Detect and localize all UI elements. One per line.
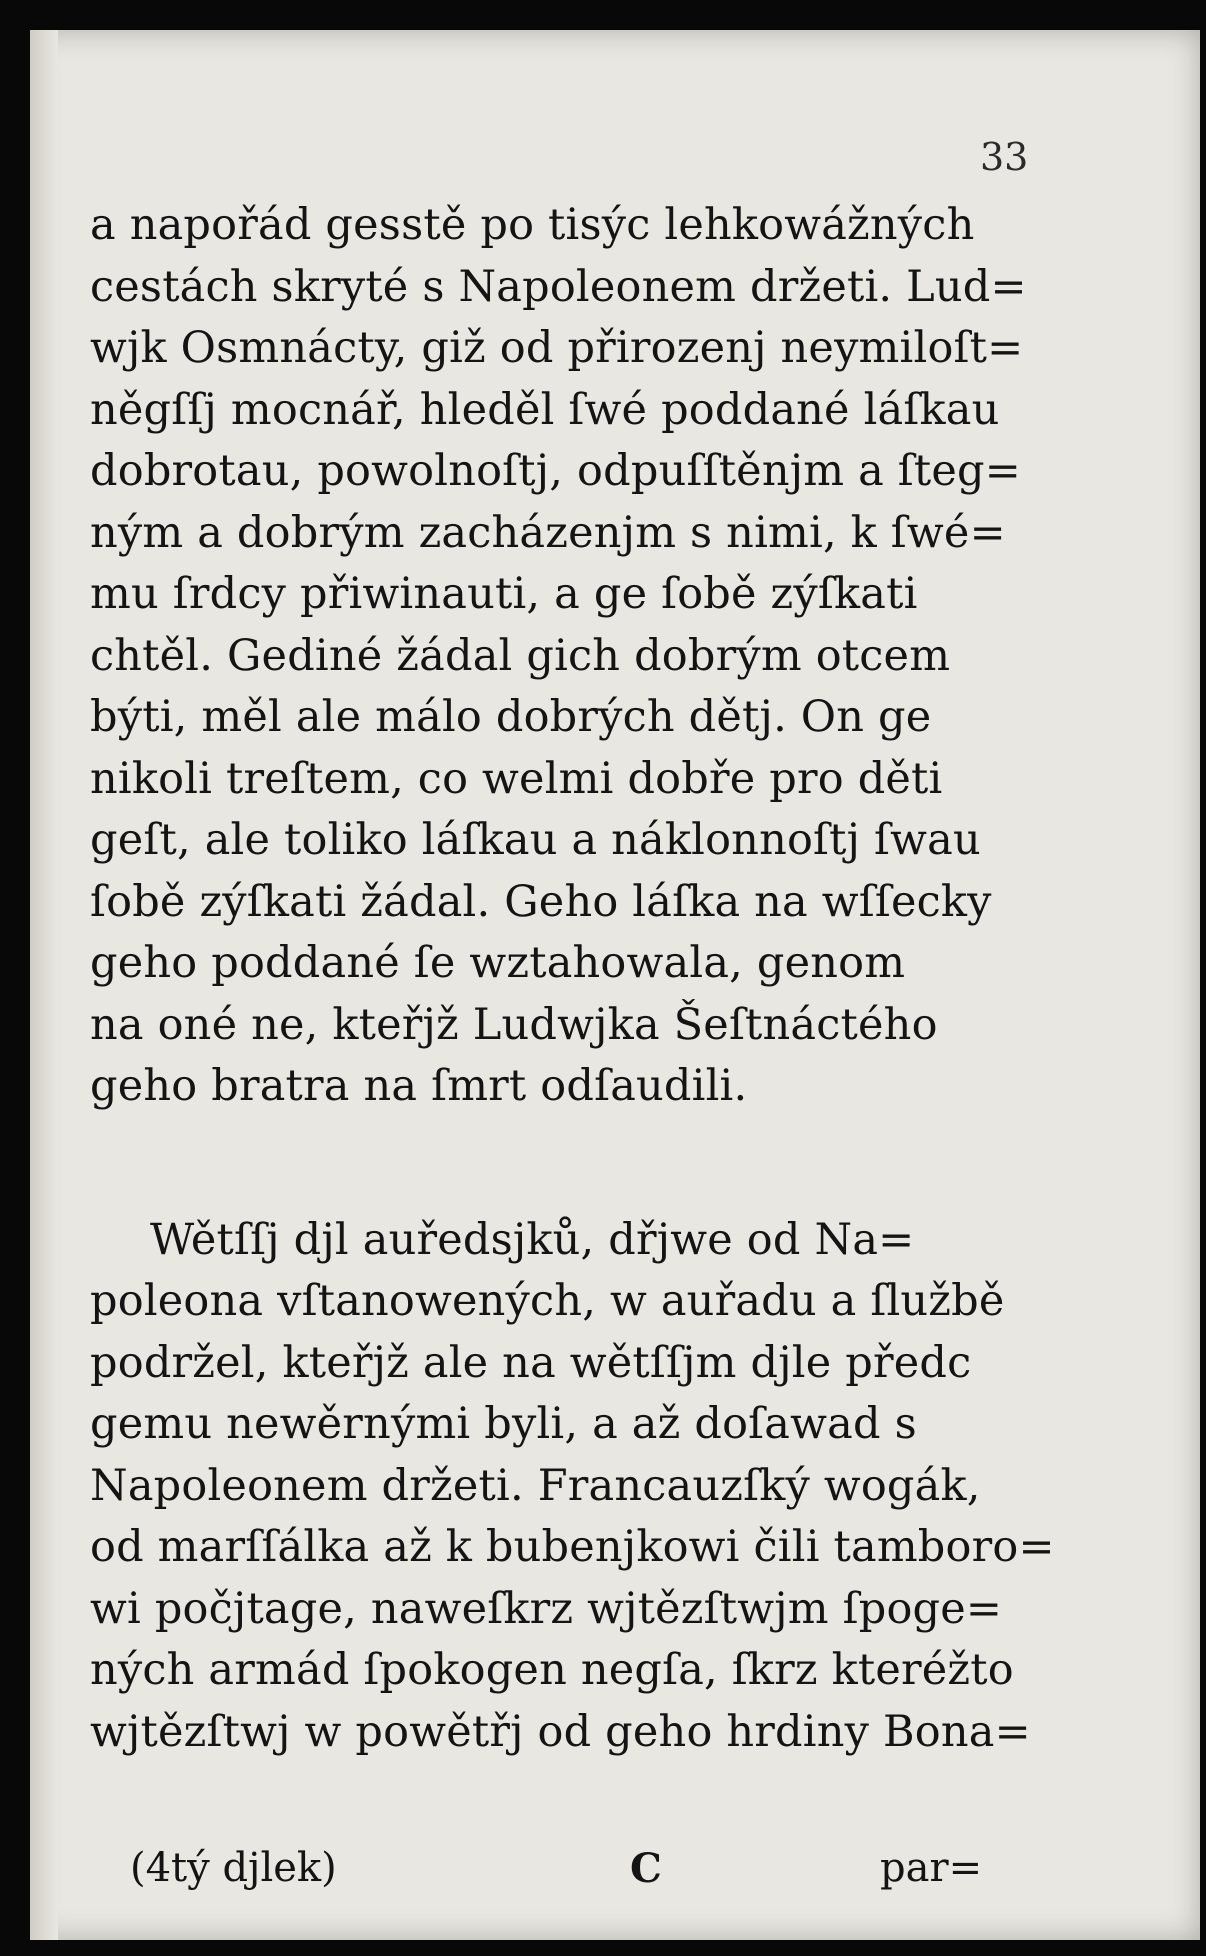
- text-line: geho bratra na ſmrt odſaudili.: [90, 1061, 748, 1111]
- text-line: na oné ne, kteřjž Ludwjka Šeſtnáctého: [90, 999, 938, 1050]
- text-line: mu ſrdcy přiwinauti, a ge ſobě zýſkati: [90, 569, 918, 619]
- text-line: podržel, kteřjž ale na wětſſjm djle předc: [90, 1337, 972, 1388]
- text-line: wjk Osmnácty, giž od přirozenj neymiloſt=: [90, 323, 1024, 373]
- text-line: a napořád gesstě po tisýc lehkowážných: [90, 200, 975, 250]
- text-line: býti, měl ale málo dobrých dětj. On ge: [90, 692, 932, 742]
- text-line: geho poddané ſe wztahowala, genom: [90, 938, 906, 988]
- text-line: Wětſſj djl auředsjků, dřjwe od Na=: [150, 1214, 915, 1265]
- gathering-signature: C: [630, 1845, 662, 1892]
- page-gutter: [30, 30, 58, 1940]
- text-line: nikoli treſtem, co welmi dobře pro děti: [90, 753, 943, 804]
- text-line: od marſſálka až k bubenjkowi čili tamboro=: [90, 1522, 1055, 1572]
- body-text: [90, 195, 1055, 1763]
- text-line: wjtězſtwj w powětřj od geho hrdiny Bona=: [90, 1706, 1031, 1757]
- catchword: par=: [880, 1845, 983, 1891]
- text-line: ſobě zýſkati žádal. Geho láſka na wſſecky: [90, 876, 992, 927]
- text-line: ných armád ſpokogen negſa, ſkrz kteréžto: [90, 1645, 1014, 1695]
- page-footer: [90, 1845, 1050, 1905]
- text-line: Napoleonem držeti. Francauzſký wogák,: [90, 1460, 981, 1511]
- text-line: chtěl. Gediné žádal gich dobrým otcem: [90, 630, 951, 681]
- text-line: cestách skryté s Napoleonem držeti. Lud=: [90, 261, 1027, 312]
- page-number: 33: [980, 135, 1029, 179]
- text-line: gemu newěrnými byli, a až doſawad s: [90, 1399, 917, 1449]
- text-line: geſt, ale toliko láſkau a náklonnoſtj ſwau: [90, 815, 981, 865]
- text-line: poleona vſtanowených, w auřadu a ſlužbě: [90, 1276, 1005, 1326]
- volume-signature: (4tý djlek): [130, 1845, 337, 1891]
- text-line: něgſſj mocnář, hleděl ſwé poddané láſkau: [90, 384, 1000, 435]
- text-line: ným a dobrým zacházenjm s nimi, k ſwé=: [90, 507, 1006, 558]
- paragraph-gap: [90, 1118, 1050, 1210]
- text-line: dobrotau, powolnoſtj, odpuſſtěnjm a ſteg=: [90, 446, 1021, 496]
- text-line: wi počjtage, naweſkrz wjtězſtwjm ſpoge=: [90, 1583, 1003, 1634]
- paragraph-2: [90, 1210, 1055, 1764]
- paragraph-1: [90, 195, 1050, 1118]
